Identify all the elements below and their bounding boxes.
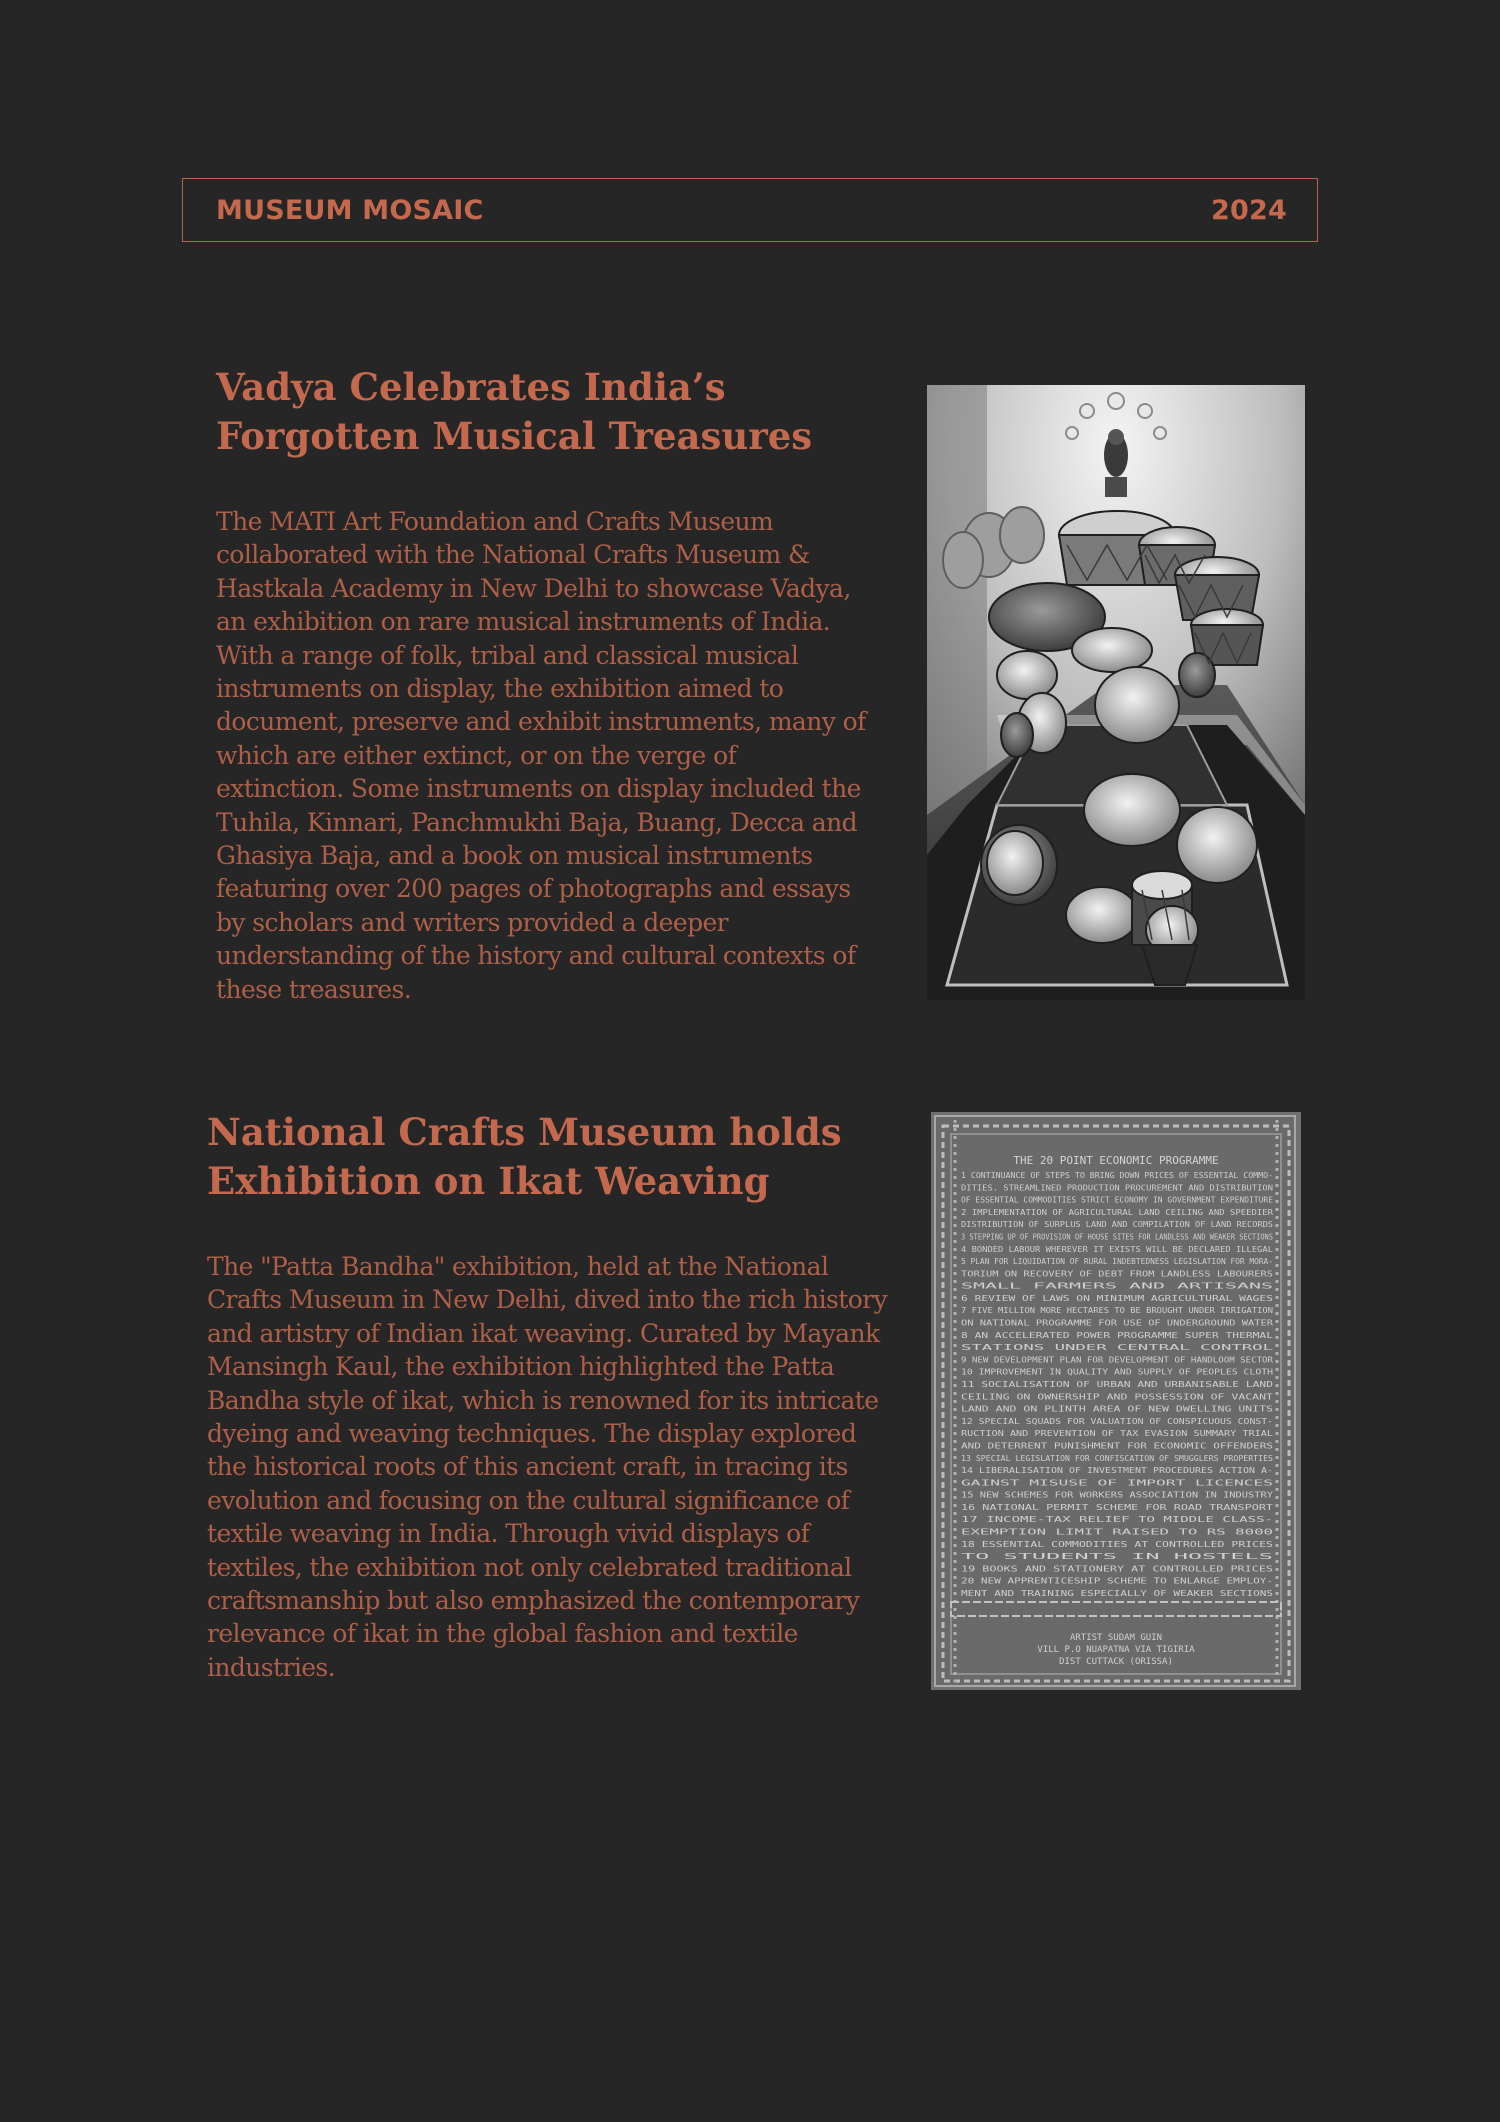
masthead-brand: MUSEUM MOSAIC — [216, 195, 484, 226]
textile-line: 1 CONTINUANCE OF STEPS TO BRING DOWN PRICES OF ESSENTIAL COMMO- — [961, 1171, 1273, 1180]
textile-artist: ARTIST SUDAM GUIN — [1069, 1633, 1163, 1643]
textile-line: 11 SOCIALISATION OF URBAN AND URBANISABLE LAND — [961, 1380, 1274, 1389]
textile-line: 10 IMPROVEMENT IN QUALITY AND SUPPLY OF PEOPLES CLOTH — [961, 1367, 1274, 1377]
textile-line: 16 NATIONAL PERMIT SCHEME FOR ROAD TRANSPORT — [961, 1502, 1274, 1512]
textile-line: 12 SPECIAL SQUADS FOR VALUATION OF CONSPICUOUS CONST- — [961, 1416, 1273, 1426]
textile-line: ON NATIONAL PROGRAMME FOR USE OF UNDERGROUND WATER — [961, 1318, 1274, 1328]
textile-line: EXEMPTION LIMIT RAISED TO RS 8000 — [961, 1527, 1274, 1537]
masthead-year: 2024 — [1211, 195, 1287, 226]
textile-line: 5 PLAN FOR LIQUIDATION OF RURAL INDEBTEDNESS LEGISLATION FOR MORA- — [961, 1257, 1273, 1267]
textile-line: 9 NEW DEVELOPMENT PLAN FOR DEVELOPMENT OF HANDLOOM SECTOR — [961, 1355, 1274, 1365]
article-1-title: Vadya Celebrates India’s Forgotten Musical Treasures — [216, 365, 813, 458]
article-2-body: The "Patta Bandha" exhibition, held at the National Crafts Museum in New Delhi, dived into the rich history and artistry of Indian ikat weaving. Curated by Mayank Mansingh Kaul, the exhibition highlighted the Patta Bandha style of ikat, which is renowned for its intricate dyeing and weaving techniques. The display explored the historical roots of this ancient craft, in tracing its evolution and focusing on the cultural significance of textile weaving in India. Through vivid displays of textiles, the exhibition not only celebrated traditional craftsmanship but also emphasized the contemporary relevance of ikat in the global fashion and textile industries. — [207, 1252, 888, 1682]
textile-line: GAINST MISUSE OF IMPORT LICENCES — [961, 1478, 1274, 1488]
article-2-title: National Crafts Museum holds Exhibition on Ikat Weaving — [207, 1110, 842, 1203]
masthead — [182, 178, 1318, 242]
textile-line: TORIUM ON RECOVERY OF DEBT FROM LANDLESS LABOURERS — [961, 1269, 1274, 1279]
textile-line: TO STUDENTS IN HOSTELS — [961, 1552, 1274, 1562]
textile-line: 20 NEW APPRENTICESHIP SCHEME TO ENLARGE EMPLOY- — [961, 1576, 1273, 1586]
textile-line: 14 LIBERALISATION OF INVESTMENT PROCEDURES ACTION A- — [961, 1466, 1273, 1476]
textile-line: 4 BONDED LABOUR WHEREVER IT EXISTS WILL BE DECLARED ILLEGAL — [961, 1244, 1274, 1254]
textile-line: AND DETERRENT PUNISHMENT FOR ECONOMIC OFFENDERS — [961, 1441, 1274, 1451]
textile-line: 13 SPECIAL LEGISLATION FOR CONFISCATION OF SMUGGLERS PROPERTIES — [961, 1453, 1274, 1463]
textile-line: 8 AN ACCELERATED POWER PROGRAMME SUPER THERMAL — [961, 1330, 1274, 1340]
textile-village: VILL P.O NUAPATNA VIA TIGIRIA — [1037, 1645, 1195, 1655]
textile-line: RUCTION AND PREVENTION OF TAX EVASION SUMMARY TRIAL — [961, 1429, 1274, 1439]
textile-line: 19 BOOKS AND STATIONERY AT CONTROLLED PRICES — [961, 1564, 1274, 1574]
ikat-textile-photo — [931, 1112, 1301, 1690]
article-1-body: The MATI Art Foundation and Crafts Museum collaborated with the National Crafts Museum & Hastkala Academy in New Delhi to showcase Vadya, an exhibition on rare musical instruments of India. With a range of folk, tribal and classical musical instruments on display, the exhibition aimed to document, preserve and exhibit instruments, many of which are either extinct, or on the verge of extinction. Some instruments on display included the Tuhila, Kinnari, Panchmukhi Baja, Buang, Decca and Ghasiya Baja, and a book on musical instruments featuring over 200 pages of photographs and essays by scholars and writers provided a deeper understanding of the history and cultural contexts of these treasures. — [216, 507, 866, 1004]
textile-line: 3 STEPPING UP OF PROVISION OF HOUSE SITES FOR LANDLESS AND WEAKER SECTIONS — [961, 1232, 1274, 1242]
textile-line: CEILING ON OWNERSHIP AND POSSESSION OF VACANT — [961, 1392, 1274, 1402]
textile-line: 18 ESSENTIAL COMMODITIES AT CONTROLLED PRICES — [961, 1539, 1274, 1549]
textile-line: MENT AND TRAINING ESPECIALLY OF WEAKER SECTIONS — [961, 1589, 1274, 1598]
textile-line: DITIES. STREAMLINED PRODUCTION PROCUREMENT AND DISTRIBUTION — [961, 1183, 1274, 1193]
textile-line: OF ESSENTIAL COMMODITIES STRICT ECONOMY IN GOVERNMENT EXPENDITURE — [961, 1195, 1274, 1205]
textile-line: 2 IMPLEMENTATION OF AGRICULTURAL LAND CEILING AND SPEEDIER — [961, 1207, 1274, 1217]
textile-heading: THE 20 POINT ECONOMIC PROGRAMME — [1013, 1154, 1219, 1167]
textile-line: 7 FIVE MILLION MORE HECTARES TO BE BROUGHT UNDER IRRIGATION — [961, 1306, 1274, 1316]
drums-exhibition-photo — [927, 385, 1305, 1000]
textile-line: STATIONS UNDER CENTRAL CONTROL — [961, 1343, 1274, 1353]
textile-line: 17 INCOME-TAX RELIEF TO MIDDLE CLASS- — [961, 1515, 1273, 1525]
textile-line: 6 REVIEW OF LAWS ON MINIMUM AGRICULTURAL WAGES — [961, 1293, 1274, 1303]
textile-line: 15 NEW SCHEMES FOR WORKERS ASSOCIATION IN INDUSTRY — [961, 1490, 1274, 1500]
textile-line: SMALL FARMERS AND ARTISANS — [961, 1281, 1274, 1291]
textile-line: LAND AND ON PLINTH AREA OF NEW DWELLING UNITS — [961, 1404, 1274, 1414]
textile-line: DISTRIBUTION OF SURPLUS LAND AND COMPILATION OF LAND RECORDS — [961, 1220, 1274, 1230]
textile-district: DIST CUTTACK (ORISSA) — [1059, 1657, 1173, 1667]
